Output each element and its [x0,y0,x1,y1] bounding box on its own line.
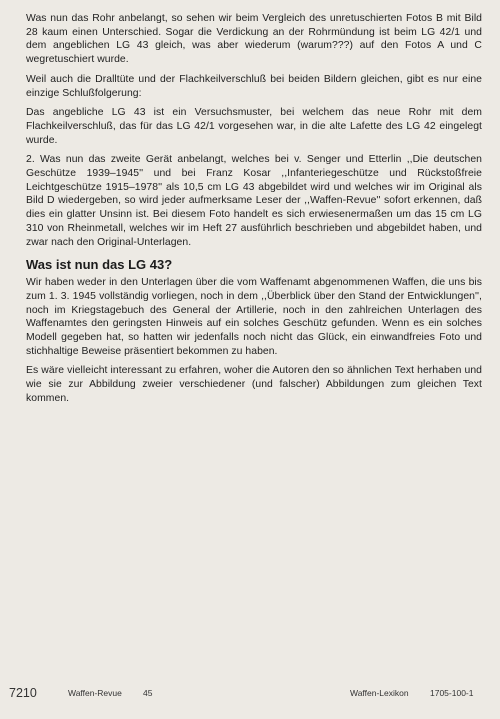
article-body [26,12,482,412]
journal-name: Waffen-Revue [68,688,122,698]
section-heading: Was ist nun das LG 43? [26,257,173,273]
page-number: 7210 [9,686,37,700]
paragraph-rohr: Was nun das Rohr anbelangt, so sehen wir beim Vergleich des unretuschierten Fotos B mit Bild 28 kaum einen Unterschied. Sogar die Verdickung an der Rohrmündung ist beim LG 42/1 und dem angeblichen LG 43 gleich, was aber wiederum (warum???) auf den Fotos A und C wegretuschiert wurde. [26,13,482,66]
lexicon-code: 1705-100-1 [430,688,474,698]
issue-number: 45 [143,688,153,698]
paragraph-dralltuete: Weil auch die Dralltüte und der Flachkeilverschluß bei beiden Bildern gleichen, gibt es nur eine einzige Schlußfolgerung: [26,73,482,99]
lexicon-name: Waffen-Lexikon [350,688,409,698]
page-footer [0,686,500,706]
paragraph-versuchsmuster: Das angebliche LG 43 ist ein Versuchsmuster, bei welchem das neue Rohr mit dem Flachkeilverschluß, das für das LG 42/1 vorgesehen war, in die alte Lafette des LG 42 eingelegt wurde. [26,107,482,146]
paragraph-autoren: Es wäre vielleicht interessant zu erfahren, woher die Autoren den so ähnlichen Text herhaben und wie sie zur Abbildung zweier verschiedener (und falscher) Abbildungen zum gleichen Text kommen. [26,365,482,404]
paragraph-zweites-geraet: 2. Was nun das zweite Gerät anbelangt, welches bei v. Senger und Etterlin ,,Die deutschen Geschütze 1939–1945'' und bei Franz Kosar ,,Infanteriegeschütze und Rückstoßfreie Leichtgeschütze 1915–1978'' als 10,5 cm LG 43 abgebildet wird und welches wir im Original als Bild D wiedergeben, so wird jeder aufmerksame Leser der ,,Waffen-Revue'' sofort erkennen, daß dies ein glatter Unsinn ist. Bei diesem Foto handelt es sich erwiesenermaßen um das 15 cm LG 310 von Rheinmetall, welches wir im Heft 27 ausführlich beschrieben und abgebildet haben, und zwar nach den Original-Unterlagen. [26,154,482,248]
paragraph-unterlagen: Wir haben weder in den Unterlagen über die vom Waffenamt abgenommenen Waffen, die uns bis zum 1. 3. 1945 vollständig vorliegen, noch in dem ,,Überblick über den Stand der Entwicklungen'', noch im Kriegstagebuch des General der Artillerie, noch in den zahlreichen Unterlagen des Waffenamtes den geringsten Hinweis auf ein solches Geschütz gefunden. Wenn es ein solches Modell gegeben hat, so hatten wir jedenfalls noch nicht das Glück, ein einwandfreies Foto und stichhaltige Beweise präsentiert bekommen zu haben. [26,277,482,357]
